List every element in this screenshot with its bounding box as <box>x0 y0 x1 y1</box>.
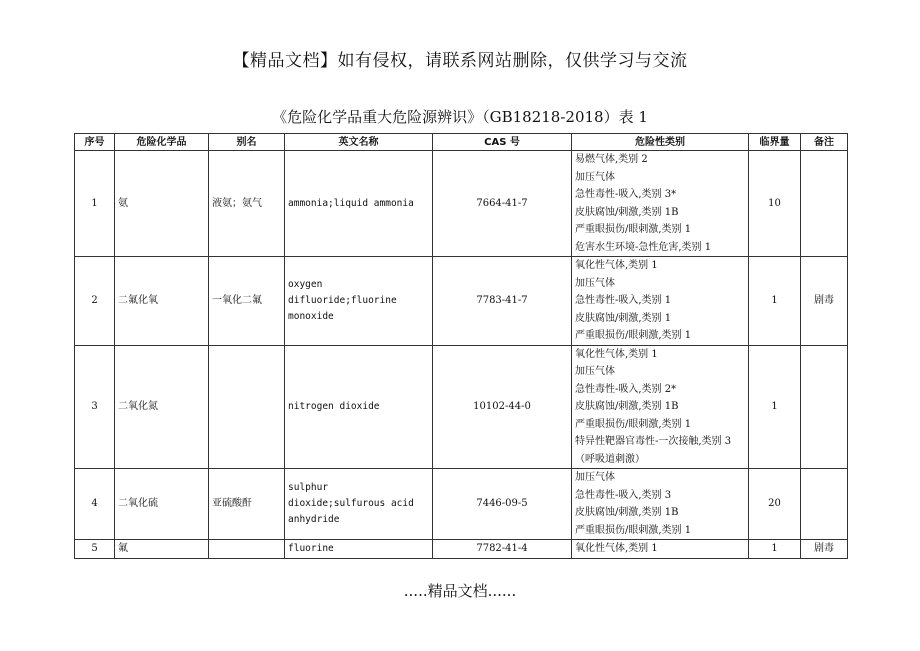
cell-cas: 10102-44-0 <box>433 345 572 469</box>
cell-no: 5 <box>75 540 115 559</box>
hazard-line: 危害水生环境-急性危害,类别 1 <box>575 241 712 253</box>
header-english-name: 英文名称 <box>285 134 433 151</box>
cell-alias: 亚硫酸酐 <box>209 469 285 540</box>
hazard-line: 皮肤腐蚀/刺激,类别 1 <box>575 312 672 324</box>
cell-chemical: 氨 <box>115 151 209 257</box>
hazard-line: 急性毒性-吸入,类别 3* <box>575 189 677 200</box>
cell-threshold: 1 <box>749 540 801 559</box>
cell-cas: 7782-41-4 <box>433 540 572 559</box>
hazard-line: 特异性靶器官毒性-一次接触,类别 3（呼吸道刺激） <box>575 436 732 465</box>
cell-chemical: 氟 <box>115 540 209 559</box>
hazard-table <box>74 133 848 559</box>
cell-chemical: 二氧化硫 <box>115 469 209 540</box>
hazard-line: 加压气体 <box>575 277 615 289</box>
header-hazard-class: 危险性类别 <box>572 134 749 151</box>
table-row <box>75 345 848 469</box>
hazard-line: 皮肤腐蚀/刺激,类别 1B <box>575 401 679 412</box>
cell-english-name: ammonia;liquid ammonia <box>285 151 433 257</box>
table-row <box>75 540 848 559</box>
cell-remark <box>801 469 848 540</box>
cell-alias <box>209 345 285 469</box>
cell-remark <box>801 345 848 469</box>
table-header-row <box>75 134 848 151</box>
cell-alias <box>209 540 285 559</box>
header-alias: 别名 <box>209 134 285 151</box>
cell-remark <box>801 151 848 257</box>
cell-chemical: 二氧化氮 <box>115 345 209 469</box>
cell-alias: 液氨；氨气 <box>209 151 285 257</box>
header-cas: CAS 号 <box>433 134 572 151</box>
cell-hazard-class <box>572 345 749 469</box>
hazard-line: 氧化性气体,类别 1 <box>575 348 658 360</box>
table-row <box>75 257 848 346</box>
cell-hazard-class <box>572 257 749 346</box>
cell-no: 1 <box>75 151 115 257</box>
header-no: 序号 <box>75 134 115 151</box>
footer-note: .....精品文档...... <box>403 582 517 600</box>
cell-remark: 剧毒 <box>801 257 848 346</box>
hazard-line: 皮肤腐蚀/刺激,类别 1B <box>575 507 679 518</box>
cell-threshold: 20 <box>749 469 801 540</box>
cell-no: 2 <box>75 257 115 346</box>
hazard-line: 加压气体 <box>575 472 615 483</box>
hazard-line: 加压气体 <box>575 366 615 377</box>
hazard-line: 急性毒性-吸入,类别 2* <box>575 383 677 395</box>
cell-alias: 一氧化二氟 <box>209 257 285 346</box>
header-chemical: 危险化学品 <box>115 134 209 151</box>
cell-english-name: fluorine <box>285 540 433 559</box>
hazard-line: 氧化性气体,类别 1 <box>575 260 658 271</box>
hazard-line: 急性毒性-吸入,类别 1 <box>575 295 672 306</box>
cell-no: 4 <box>75 469 115 540</box>
hazard-line: 皮肤腐蚀/刺激,类别 1B <box>575 206 679 218</box>
cell-cas: 7446-09-5 <box>433 469 572 540</box>
cell-chemical: 二氟化氧 <box>115 257 209 346</box>
cell-threshold: 1 <box>749 345 801 469</box>
cell-hazard-class <box>572 151 749 257</box>
hazard-line: 严重眼损伤/眼刺激,类别 1 <box>575 330 692 341</box>
cell-threshold: 10 <box>749 151 801 257</box>
hazard-line: 易燃气体,类别 2 <box>575 154 648 165</box>
hazard-line: 氧化性气体,类别 1 <box>575 543 658 554</box>
cell-cas: 7783-41-7 <box>433 257 572 346</box>
cell-cas: 7664-41-7 <box>433 151 572 257</box>
cell-remark: 剧毒 <box>801 540 848 559</box>
header-note: 【精品文档】如有侵权，请联系网站删除，仅供学习与交流 <box>232 51 688 71</box>
hazard-line: 严重眼损伤/眼刺激,类别 1 <box>575 524 692 536</box>
cell-threshold: 1 <box>749 257 801 346</box>
cell-hazard-class <box>572 469 749 540</box>
header-remark: 备注 <box>801 134 848 151</box>
cell-no: 3 <box>75 345 115 469</box>
hazard-line: 加压气体 <box>575 171 615 183</box>
cell-english-name: sulphur dioxide;sulfurous acid anhydride <box>285 469 433 540</box>
table-row <box>75 469 848 540</box>
header-threshold: 临界量 <box>749 134 801 151</box>
cell-english-name: oxygen difluoride;fluorine monoxide <box>285 257 433 346</box>
cell-english-name: nitrogen dioxide <box>285 345 433 469</box>
cell-hazard-class <box>572 540 749 559</box>
document-title: 《危险化学品重大危险源辨识》（GB18218-2018）表 1 <box>272 108 648 126</box>
table-row <box>75 151 848 257</box>
hazard-line: 急性毒性-吸入,类别 3 <box>575 489 672 501</box>
hazard-line: 严重眼损伤/眼刺激,类别 1 <box>575 224 692 235</box>
hazard-line: 严重眼损伤/眼刺激,类别 1 <box>575 418 692 430</box>
